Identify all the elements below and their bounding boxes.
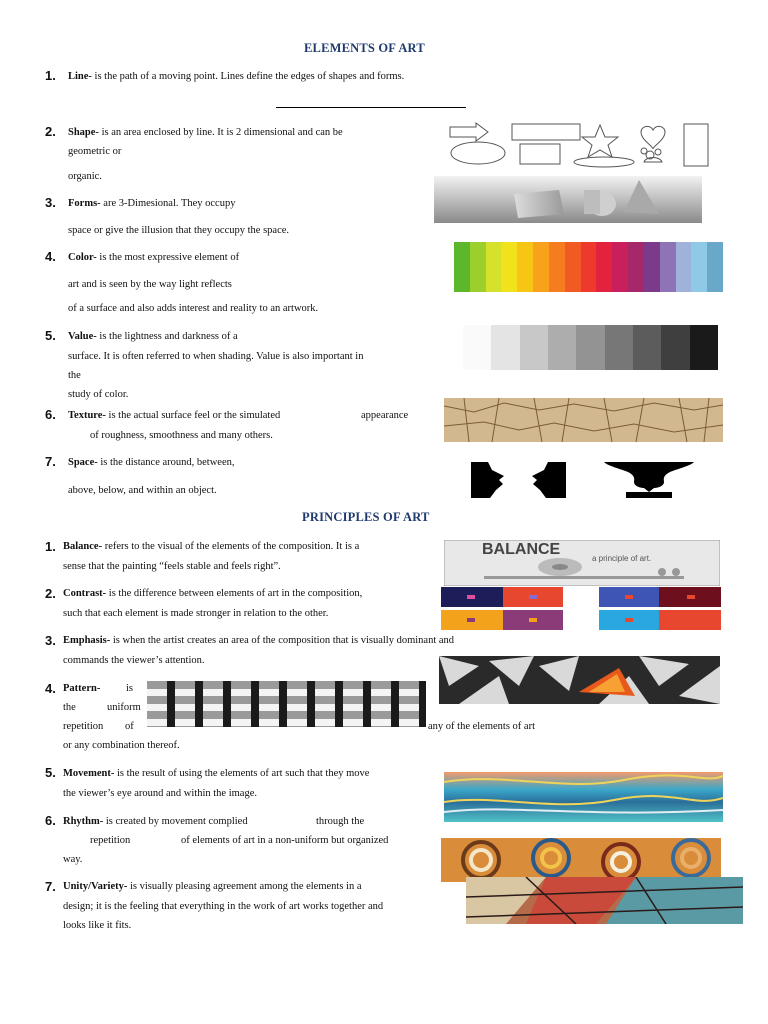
unity-image xyxy=(466,877,743,924)
line-definition: Line- is the path of a moving point. Lines define the edges of shapes and forms. xyxy=(68,71,405,82)
emphasis-image xyxy=(439,656,720,704)
item-number: 7. xyxy=(45,454,56,469)
texture-image xyxy=(444,398,723,442)
rhythm-definition-cont: repetition xyxy=(90,835,131,846)
item-number: 4. xyxy=(45,249,56,264)
pattern-definition-tail: any of the elements of art xyxy=(428,721,535,732)
value-swatch xyxy=(520,325,548,370)
value-definition-cont: the xyxy=(68,370,81,381)
rhythm-definition-cont: of elements of art in a non-uniform but organized xyxy=(181,835,389,846)
value-swatch xyxy=(633,325,661,370)
rhythm-definition-cont: through the xyxy=(316,816,365,827)
balance-image xyxy=(444,540,720,586)
value-swatch xyxy=(463,325,491,370)
color-swatches xyxy=(454,242,723,292)
shape-definition-cont: geometric or xyxy=(68,146,122,157)
color-swatch xyxy=(549,242,565,292)
item-number: 1. xyxy=(45,539,56,554)
color-definition-cont: of a surface and also adds interest and reality to an artwork. xyxy=(68,303,319,314)
movement-definition-cont: the viewer’s eye around and within the image. xyxy=(63,788,257,799)
color-swatch xyxy=(517,242,533,292)
texture-definition-cont: of roughness, smoothness and many others. xyxy=(90,430,273,441)
color-swatch xyxy=(581,242,597,292)
value-definition-cont: study of color. xyxy=(68,389,129,400)
color-definition: Color- is the most expressive element of xyxy=(68,252,240,263)
value-definition: Value- is the lightness and darkness of a xyxy=(68,331,238,342)
color-swatch xyxy=(501,242,517,292)
movement-definition: Movement- is the result of using the elements of art such that they move xyxy=(63,768,370,779)
color-swatch xyxy=(454,242,470,292)
shape-definition-cont: organic. xyxy=(68,171,102,182)
balance-definition: Balance- refers to the visual of the elements of the composition. It is a xyxy=(63,541,360,552)
elements-heading: ELEMENTS OF ART xyxy=(304,41,425,55)
forms-illustration xyxy=(434,176,702,223)
rhythm-image xyxy=(441,838,721,882)
texture-definition-cont: appearance xyxy=(361,410,409,421)
pattern-word: is xyxy=(126,683,134,694)
item-number: 2. xyxy=(45,586,56,601)
pattern-image xyxy=(147,681,426,727)
shape-definition: Shape- is an area enclosed by line. It is 2 dimensional and can be xyxy=(68,127,343,138)
color-swatch xyxy=(486,242,502,292)
value-swatch xyxy=(548,325,576,370)
balance-subtitle: a principle of art. xyxy=(592,554,652,563)
color-swatch xyxy=(707,242,723,292)
color-definition-cont: art and is seen by the way light reflects xyxy=(68,279,232,290)
color-swatch xyxy=(533,242,549,292)
value-swatch xyxy=(690,325,718,370)
color-swatch xyxy=(565,242,581,292)
item-number: 1. xyxy=(45,68,56,83)
pattern-word: uniform xyxy=(107,702,141,713)
item-number: 6. xyxy=(45,407,56,422)
color-swatch xyxy=(470,242,486,292)
item-number: 7. xyxy=(45,879,56,894)
pattern-definition-cont: or any combination thereof. xyxy=(63,740,180,751)
color-swatch xyxy=(676,242,692,292)
item-number: 6. xyxy=(45,813,56,828)
color-swatch xyxy=(596,242,612,292)
balance-title: BALANCE xyxy=(482,541,561,558)
color-swatch xyxy=(644,242,660,292)
item-number: 4. xyxy=(45,681,56,696)
color-swatch xyxy=(660,242,676,292)
rhythm-definition: Rhythm- is created by movement complied xyxy=(63,816,248,827)
item-number: 5. xyxy=(45,765,56,780)
emphasis-definition: Emphasis- is when the artist creates an area of the composition that is visually dominant and xyxy=(63,635,455,646)
pattern-word: repetition xyxy=(63,721,104,732)
contrast-definition-cont: such that each element is made stronger in relation to the other. xyxy=(63,608,329,619)
color-swatch xyxy=(691,242,707,292)
principles-heading: PRINCIPLES OF ART xyxy=(302,510,430,524)
item-number: 3. xyxy=(45,633,56,648)
shapes-illustration xyxy=(448,122,710,168)
texture-definition: Texture- is the actual surface feel or the simulated xyxy=(68,410,281,421)
pattern-term: Pattern- xyxy=(63,683,101,694)
pattern-word: the xyxy=(63,702,76,713)
color-swatch xyxy=(612,242,628,292)
rhythm-definition-cont: way. xyxy=(63,854,83,865)
value-swatch xyxy=(491,325,519,370)
value-definition-cont: surface. It is often referred to when shading. Value is also important in xyxy=(68,351,364,362)
item-number: 5. xyxy=(45,328,56,343)
unity-definition: Unity/Variety- is visually pleasing agreement among the elements in a xyxy=(63,881,362,892)
space-definition-cont: above, below, and within an object. xyxy=(68,485,217,496)
balance-definition-cont: sense that the painting “feels stable and feels right”. xyxy=(63,561,281,572)
value-swatches xyxy=(463,325,718,370)
divider-line xyxy=(276,107,466,108)
value-swatch xyxy=(605,325,633,370)
movement-image xyxy=(444,772,723,822)
contrast-swatches xyxy=(441,587,721,630)
forms-definition: Forms- are 3-Dimesional. They occupy xyxy=(68,198,236,209)
color-swatch xyxy=(628,242,644,292)
item-number: 3. xyxy=(45,195,56,210)
contrast-definition: Contrast- is the difference between elements of art in the composition, xyxy=(63,588,363,599)
unity-definition-cont: design; it is the feeling that everything in the work of art works together and xyxy=(63,901,384,912)
space-illustration xyxy=(468,458,700,500)
value-swatch xyxy=(661,325,689,370)
emphasis-definition-cont: commands the viewer’s attention. xyxy=(63,655,205,666)
value-swatch xyxy=(576,325,604,370)
unity-definition-cont: looks like it fits. xyxy=(63,920,132,931)
pattern-word: of xyxy=(125,721,134,732)
item-number: 2. xyxy=(45,124,56,139)
forms-definition-cont: space or give the illusion that they occupy the space. xyxy=(68,225,290,236)
space-definition: Space- is the distance around, between, xyxy=(68,457,235,468)
